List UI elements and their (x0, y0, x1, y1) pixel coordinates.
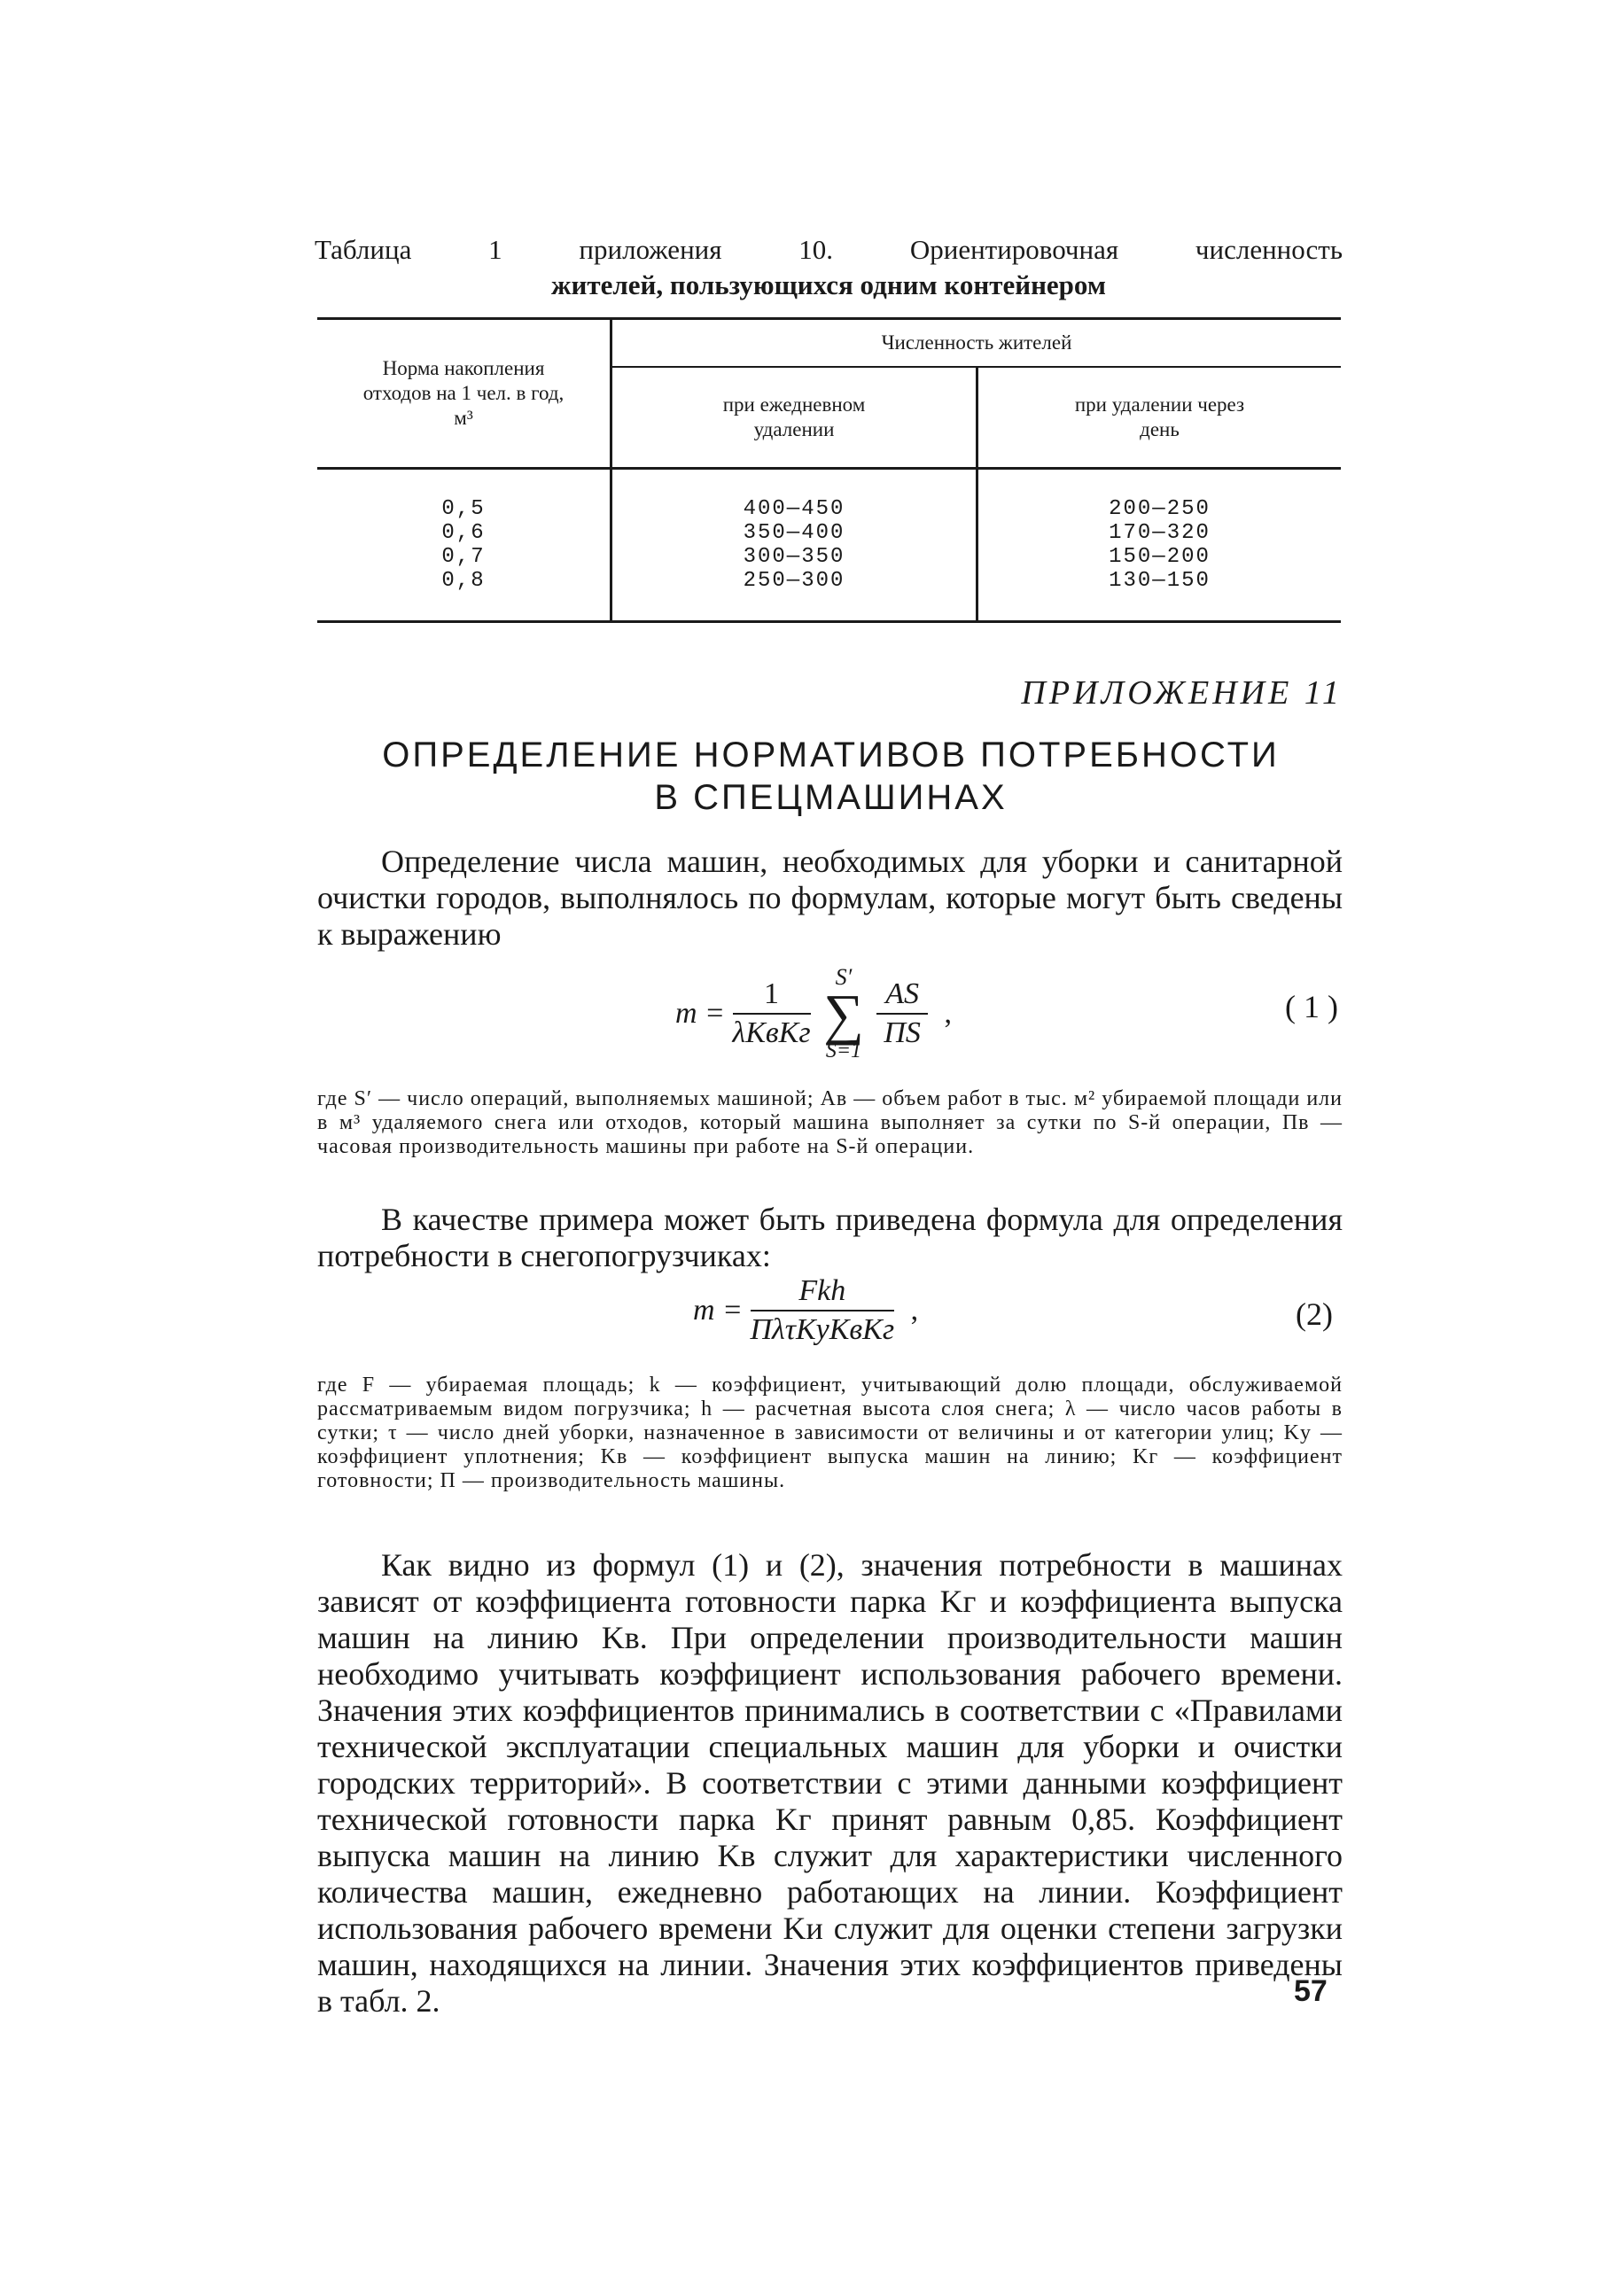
col3-header-text: при удалении через день (1074, 393, 1245, 440)
formula1-sum-bottom: S=1 (825, 1039, 862, 1062)
col3-values (977, 469, 1342, 622)
formula1-number: ( 1 ) (1285, 989, 1338, 1024)
formula-1 (675, 966, 952, 1062)
table-caption-line2: жителей, пользующихся одним контейнером (551, 269, 1106, 300)
section-title-line2: В СПЕЦМАШИНАХ (654, 778, 1008, 817)
table-cell: 300—350 (743, 545, 845, 569)
paragraph-example: В качестве примера может быть приведена формула для определения потребности в снегопогрузчиках: (317, 1202, 1343, 1273)
formula1-num: 1 (733, 977, 811, 1015)
formula1-term (876, 977, 928, 1050)
table-cell: 0,6 (441, 521, 486, 545)
table-cell: 150—200 (1109, 545, 1211, 569)
formula1-sum (823, 966, 864, 1062)
paragraph-intro-text: Определение числа машин, необходимых для уборки и санитарной очистки городов, выполнялось по формулам, которые могут быть сведены к выражению (317, 844, 1343, 952)
col3-header (977, 367, 1342, 469)
col2-header (611, 367, 977, 469)
table-cell: 170—320 (1109, 521, 1211, 545)
formula1-sum-top: S′ (835, 964, 853, 990)
group-header (611, 319, 1342, 368)
formula2-den: ПλτKyKвKг (750, 1313, 895, 1346)
table-cell: 0,7 (441, 545, 486, 569)
formula1-term-num: AS (876, 977, 928, 1015)
formula-2 (693, 1274, 918, 1347)
formula1-lhs: m = (675, 997, 725, 1030)
table-cell: 130—150 (1109, 569, 1211, 593)
col1-header (317, 319, 611, 469)
table-caption (315, 232, 1343, 303)
paragraph-coefficients: Как видно из формул (1) и (2), значения потребности в машинах зависят от коэффициента готовности парка Kг и коэффициента выпуска машин на линию Kв. При определении производительности машин необходимо учитывать коэффициент использования рабочего времени. Значения этих коэффициентов принимались в соответствии с «Правилами технической эксплуатации специальных машин для уборки и очистки городских территорий». В соответствии с этими данными коэффициент технической готовности парка Kг принят равным 0,85. Коэффициент выпуска машин на линию Kв служит для характеристики численного количества машин, ежедневно работающих на линии. Коэффициент использования рабочего времени Kи служит для оценки степени загрузки машин, находящихся на линии. Значения этих коэффициентов приведены в табл. 2. (317, 1547, 1343, 2019)
col1-values (317, 469, 611, 622)
formula2-lhs: m = (693, 1294, 743, 1327)
sum-sign: ∑ (823, 983, 864, 1046)
formula1-den: λKвKг (732, 1016, 811, 1049)
table-cell: 0,8 (441, 569, 486, 593)
formula2-number: (2) (1296, 1296, 1333, 1332)
col2-header-text: при ежедневном удалении (722, 393, 866, 440)
table-cell: 350—400 (743, 521, 845, 545)
table-cell: 0,5 (441, 497, 486, 521)
paragraph-intro (317, 844, 1343, 953)
formula1-term-den: ПS (884, 1016, 921, 1049)
page-number: 57 (1294, 1974, 1328, 2008)
col1-header-text: Норма накопления отходов на 1 чел. в год, м³ (362, 357, 565, 429)
formula2-num: Fkh (751, 1274, 895, 1311)
formula2-fraction (751, 1274, 895, 1347)
formula2-comma: , (910, 1294, 919, 1327)
table-cell: 250—300 (743, 569, 845, 593)
note-1: где S′ — число операций, выполняемых машиной; Aв — объем работ в тыс. м² убираемой площади или в м³ удаляемого снега или отходов, который машина выполняет за сутки по S-й операции, Пв — часовая производительность машины при работе на S-й операции. (317, 1087, 1343, 1158)
appendix-label: ПРИЛОЖЕНИЕ 11 (1021, 674, 1343, 712)
table-cell: 400—450 (743, 497, 845, 521)
section-title-line1: ОПРЕДЕЛЕНИЕ НОРМАТИВОВ ПОТРЕБНОСТИ (382, 735, 1280, 774)
occupancy-table (317, 317, 1341, 623)
note-2: где F — убираемая площадь; k — коэффициент, учитывающий долю площади, обслуживаемой рассматриваемым видом погрузчика; h — расчетная высота слоя снега; λ — число часов работы в сутки; τ — число дней уборки, назначенное в зависимости от величины и от категории улиц; Ky — коэффициент уплотнения; Kв — коэффициент выпуска машин на линию; Kг — коэффициент готовности; П — производительность машины. (317, 1374, 1343, 1492)
col2-values (611, 469, 977, 622)
section-title (319, 734, 1343, 819)
group-header-text: Численность жителей (881, 331, 1072, 354)
formula1-comma: , (944, 997, 953, 1030)
table-cell: 200—250 (1109, 497, 1211, 521)
table-caption-line1: Таблица 1 приложения 10. Ориентировочная численность (315, 234, 1343, 265)
formula1-fraction (733, 977, 811, 1050)
